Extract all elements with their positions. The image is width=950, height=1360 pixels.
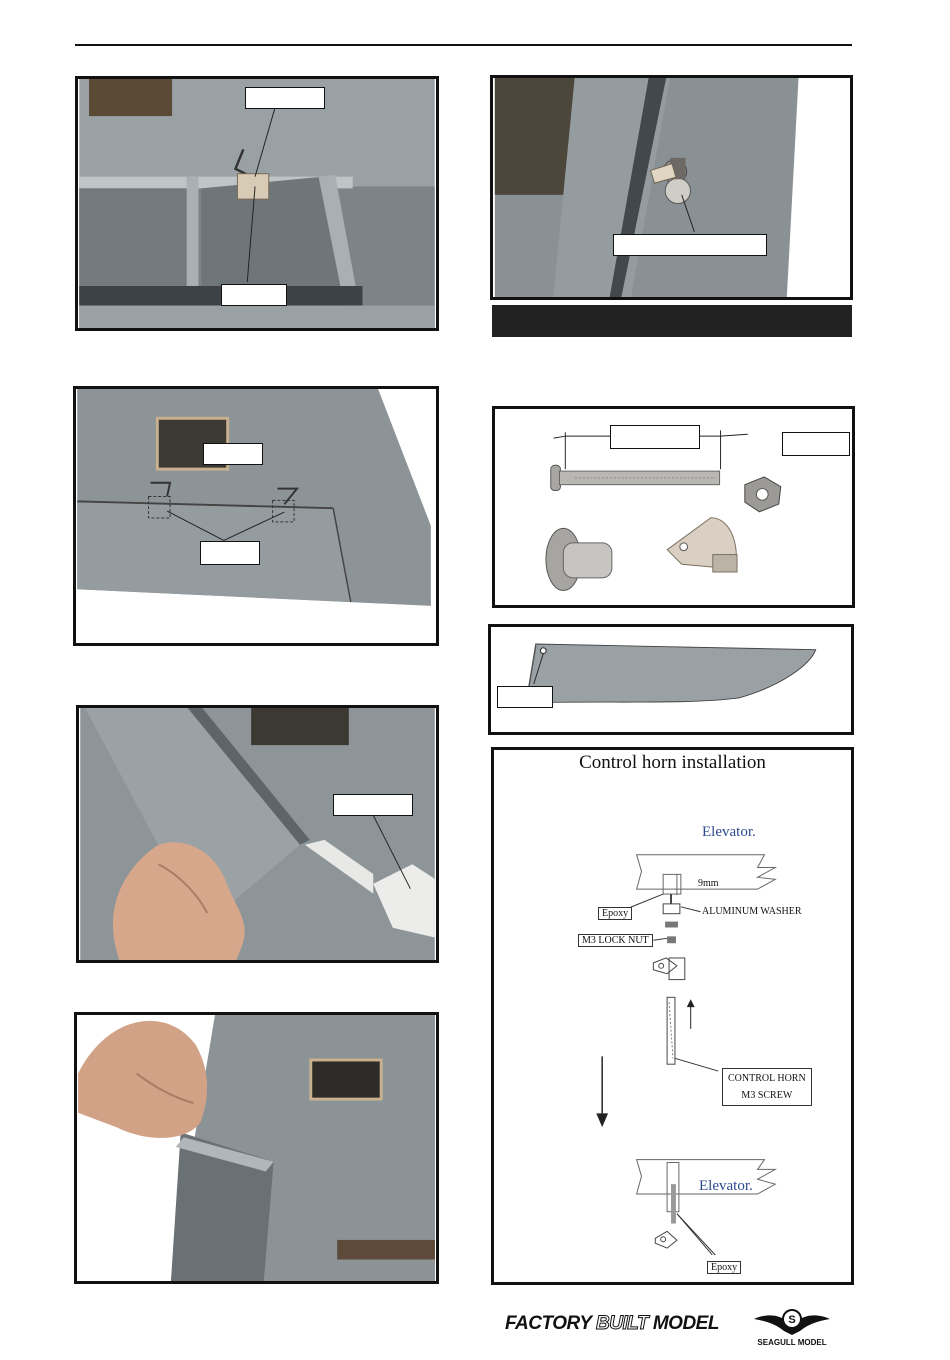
figure-hinge-pin-bay	[75, 76, 439, 331]
washer-label: ALUMINUM WASHER	[702, 906, 802, 917]
screw-label-line1: CONTROL HORN	[728, 1073, 806, 1084]
callout-label	[245, 87, 325, 109]
callout-label	[200, 541, 260, 565]
callout-label	[221, 284, 287, 306]
locknut-label: M3 LOCK NUT	[578, 934, 653, 947]
diagram-drawing	[494, 750, 851, 1282]
header-rule	[75, 44, 852, 46]
logo-text: SEAGULL MODEL	[757, 1338, 827, 1347]
figure-control-horn-diagram	[491, 747, 854, 1285]
screw-label-line2: M3 SCREW	[741, 1090, 793, 1101]
dimension-label: 9mm	[698, 878, 719, 889]
brand-wordmark	[505, 1313, 719, 1335]
figure-hinge-pins-installed	[73, 386, 439, 646]
seagull-logo	[752, 1305, 832, 1350]
callout-label	[613, 234, 767, 256]
figure-hinge-flex-check	[74, 1012, 439, 1284]
brand-part3: MODEL	[648, 1313, 719, 1334]
photo-control-horn-installed	[493, 78, 850, 297]
elevator-label-top: Elevator.	[702, 824, 756, 840]
photo-hinge-epoxy	[79, 708, 436, 960]
figure-hinge-epoxy	[76, 705, 439, 963]
figure-control-horn-parts	[492, 406, 855, 608]
logo-letter: S	[788, 1314, 796, 1326]
elevator-label-bottom: Elevator.	[699, 1178, 753, 1194]
callout-label	[782, 432, 850, 456]
epoxy-label-top: Epoxy	[598, 907, 632, 920]
photo-elevator-side-view	[491, 627, 851, 732]
diagram-title: Control horn installation	[579, 752, 766, 773]
caption-banner	[492, 305, 852, 337]
callout-label	[333, 794, 413, 816]
screw-label	[722, 1068, 812, 1106]
figure-elevator-side-view	[488, 624, 854, 735]
brand-part1: FACTORY	[505, 1313, 597, 1334]
photo-hinge-pins-installed	[76, 389, 436, 643]
epoxy-label-bottom: Epoxy	[707, 1261, 741, 1274]
callout-label	[497, 686, 553, 708]
callout-label	[203, 443, 263, 465]
callout-label	[610, 425, 700, 449]
photo-hinge-flex-check	[77, 1015, 436, 1281]
brand-part2: BUILT	[596, 1313, 649, 1334]
figure-control-horn-installed	[490, 75, 853, 300]
